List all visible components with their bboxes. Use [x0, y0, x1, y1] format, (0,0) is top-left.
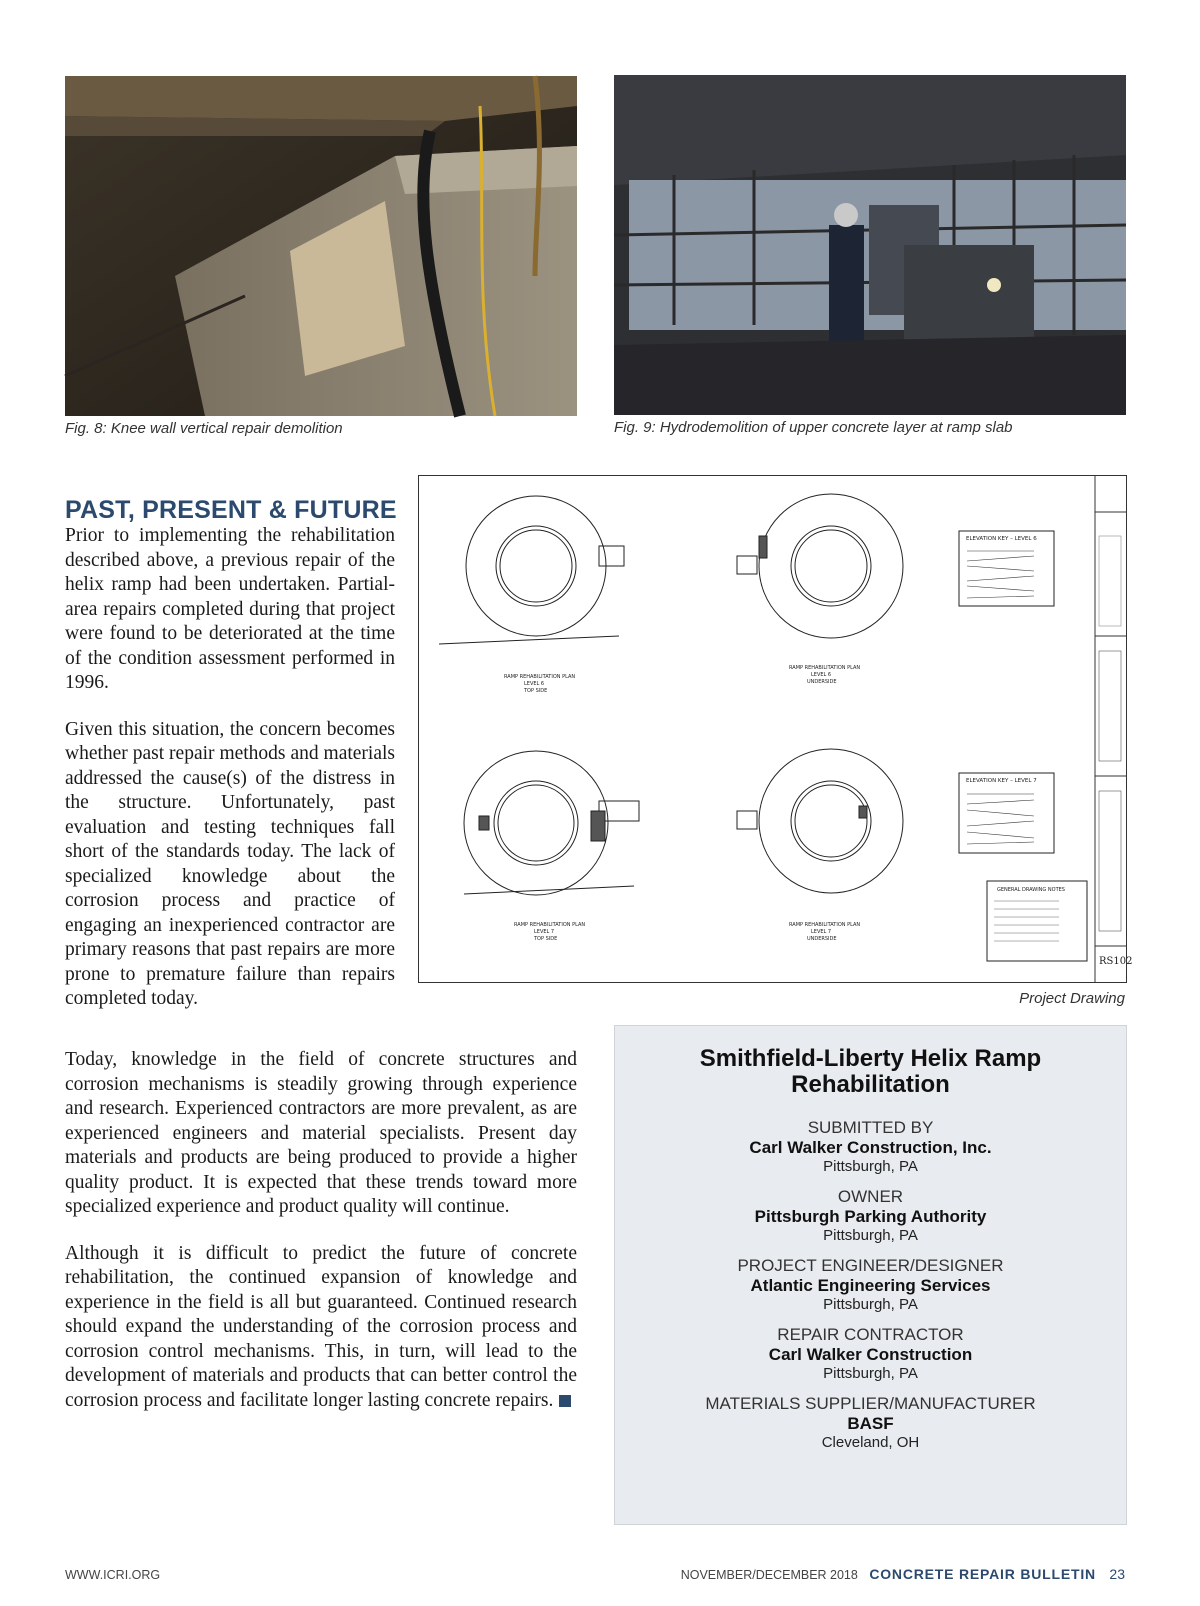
- fig9-caption: Fig. 9: Hydrodemolition of upper concrete layer at ramp slab: [614, 419, 1013, 436]
- entry-role: SUBMITTED BY: [807, 1118, 934, 1137]
- entry-repair-contractor: [615, 1325, 1126, 1382]
- plan-1-sub: LEVEL 6: [524, 681, 545, 687]
- entry-submitted-by: [615, 1118, 1126, 1175]
- drawing-image: [419, 476, 1133, 982]
- entry-role: MATERIALS SUPPLIER/MANUFACTURER: [705, 1394, 1036, 1413]
- plan-2-title: RAMP REHABILITATION PLAN: [789, 665, 861, 671]
- entry-name: Carl Walker Construction, Inc.: [749, 1138, 992, 1157]
- entry-materials-supplier: [615, 1394, 1126, 1451]
- article-heading: PAST, PRESENT & FUTURE: [65, 496, 397, 524]
- entry-city: Pittsburgh, PA: [823, 1365, 918, 1382]
- paragraph-4-text: Although it is difficult to predict the future of concrete rehabilitation, the continued expansion of knowledge and experience in the field is all but guaranteed. Continued research should expand the understanding of the corrosion process and corrosion control mechanisms. This, in turn, will lead to the development of materials and products that can better control the corrosion process and facilitate longer lasting concrete repairs.: [65, 1242, 577, 1411]
- entry-owner: [615, 1187, 1126, 1244]
- footer-issue: NOVEMBER/DECEMBER 2018: [680, 1568, 858, 1582]
- article-column-1: [65, 524, 395, 1034]
- fig9-image: [614, 75, 1126, 415]
- footer-right: [681, 1566, 1125, 1582]
- plan-2-sub: LEVEL 6: [811, 672, 832, 678]
- plan-1-title: RAMP REHABILITATION PLAN: [504, 674, 576, 680]
- entry-name: BASF: [847, 1414, 894, 1433]
- elevation-key-6: ELEVATION KEY – LEVEL 6: [966, 536, 1037, 542]
- entry-role: OWNER: [837, 1187, 904, 1206]
- paragraph-1: Prior to implementing the rehabilitation described above, a previous repair of the helix ramp had been undertaken. Partial-area repairs completed during that project were found to be deteriorated at the time of the condition assessment performed in 1996.: [65, 525, 395, 693]
- paragraph-3: Today, knowledge in the field of concrete structures and corrosion mechanisms is steadily growing through experience and research. Experienced contractors are more prevalent, as are experienced engineers and material specialists. Present day materials and products are being produced to provide a higher quality product. It is expected that these trends toward more specialized experience and product quality will continue.: [65, 1049, 577, 1217]
- fig8-image: [65, 76, 577, 416]
- drawing-caption: Project Drawing: [1019, 990, 1125, 1007]
- entry-name: Pittsburgh Parking Authority: [754, 1207, 987, 1226]
- plan-3-sub2: TOP SIDE: [534, 936, 558, 942]
- paragraph-2: Given this situation, the concern becomes whether past repair methods and materials addressed the cause(s) of the distress in the structure. Unfortunately, past evaluation and testing techniques fall short of the standards today. The lack of specialized knowledge about the corrosion process and practice of engaging an inexperienced contractor are primary reasons that past repairs are more prone to premature failure than repairs completed today.: [65, 718, 395, 1009]
- plan-2-sub2: UNDERSIDE: [807, 679, 837, 685]
- notes-title: GENERAL DRAWING NOTES: [997, 887, 1065, 893]
- fig8-caption: Fig. 8: Knee wall vertical repair demolition: [65, 420, 343, 437]
- project-title: Smithfield-Liberty Helix Ramp Rehabilitation: [699, 1045, 1042, 1098]
- footer-page-number: 23: [1109, 1566, 1125, 1582]
- plan-3-title: RAMP REHABILITATION PLAN: [514, 922, 586, 928]
- entry-city: Cleveland, OH: [821, 1434, 920, 1451]
- entry-role: REPAIR CONTRACTOR: [777, 1325, 964, 1344]
- plan-1-sub2: TOP SIDE: [524, 688, 548, 694]
- entry-city: Pittsburgh, PA: [823, 1296, 918, 1313]
- plan-4-sub2: UNDERSIDE: [807, 936, 837, 942]
- plan-4-sub: LEVEL 7: [811, 929, 832, 935]
- end-of-article-mark: [559, 1395, 571, 1407]
- sheet-number: RS102: [1099, 956, 1133, 967]
- entry-engineer: [615, 1256, 1126, 1313]
- entry-name: Carl Walker Construction: [768, 1345, 973, 1364]
- paragraph-4: [65, 1242, 577, 1414]
- project-info-box: [614, 1025, 1127, 1525]
- footer-website[interactable]: WWW.ICRI.ORG: [65, 1568, 161, 1582]
- article-column-2: [65, 1048, 577, 1435]
- entry-role: PROJECT ENGINEER/DESIGNER: [737, 1256, 1004, 1275]
- fig8-photo: [65, 76, 577, 416]
- entry-name: Atlantic Engineering Services: [750, 1276, 991, 1295]
- project-drawing: [418, 475, 1133, 983]
- plan-4-title: RAMP REHABILITATION PLAN: [789, 922, 861, 928]
- elevation-key-7: ELEVATION KEY – LEVEL 7: [966, 778, 1037, 784]
- fig9-photo: [614, 75, 1126, 415]
- footer-publication: CONCRETE REPAIR BULLETIN: [869, 1566, 1096, 1582]
- entry-city: Pittsburgh, PA: [823, 1158, 918, 1175]
- entry-city: Pittsburgh, PA: [823, 1227, 918, 1244]
- plan-3-sub: LEVEL 7: [534, 929, 555, 935]
